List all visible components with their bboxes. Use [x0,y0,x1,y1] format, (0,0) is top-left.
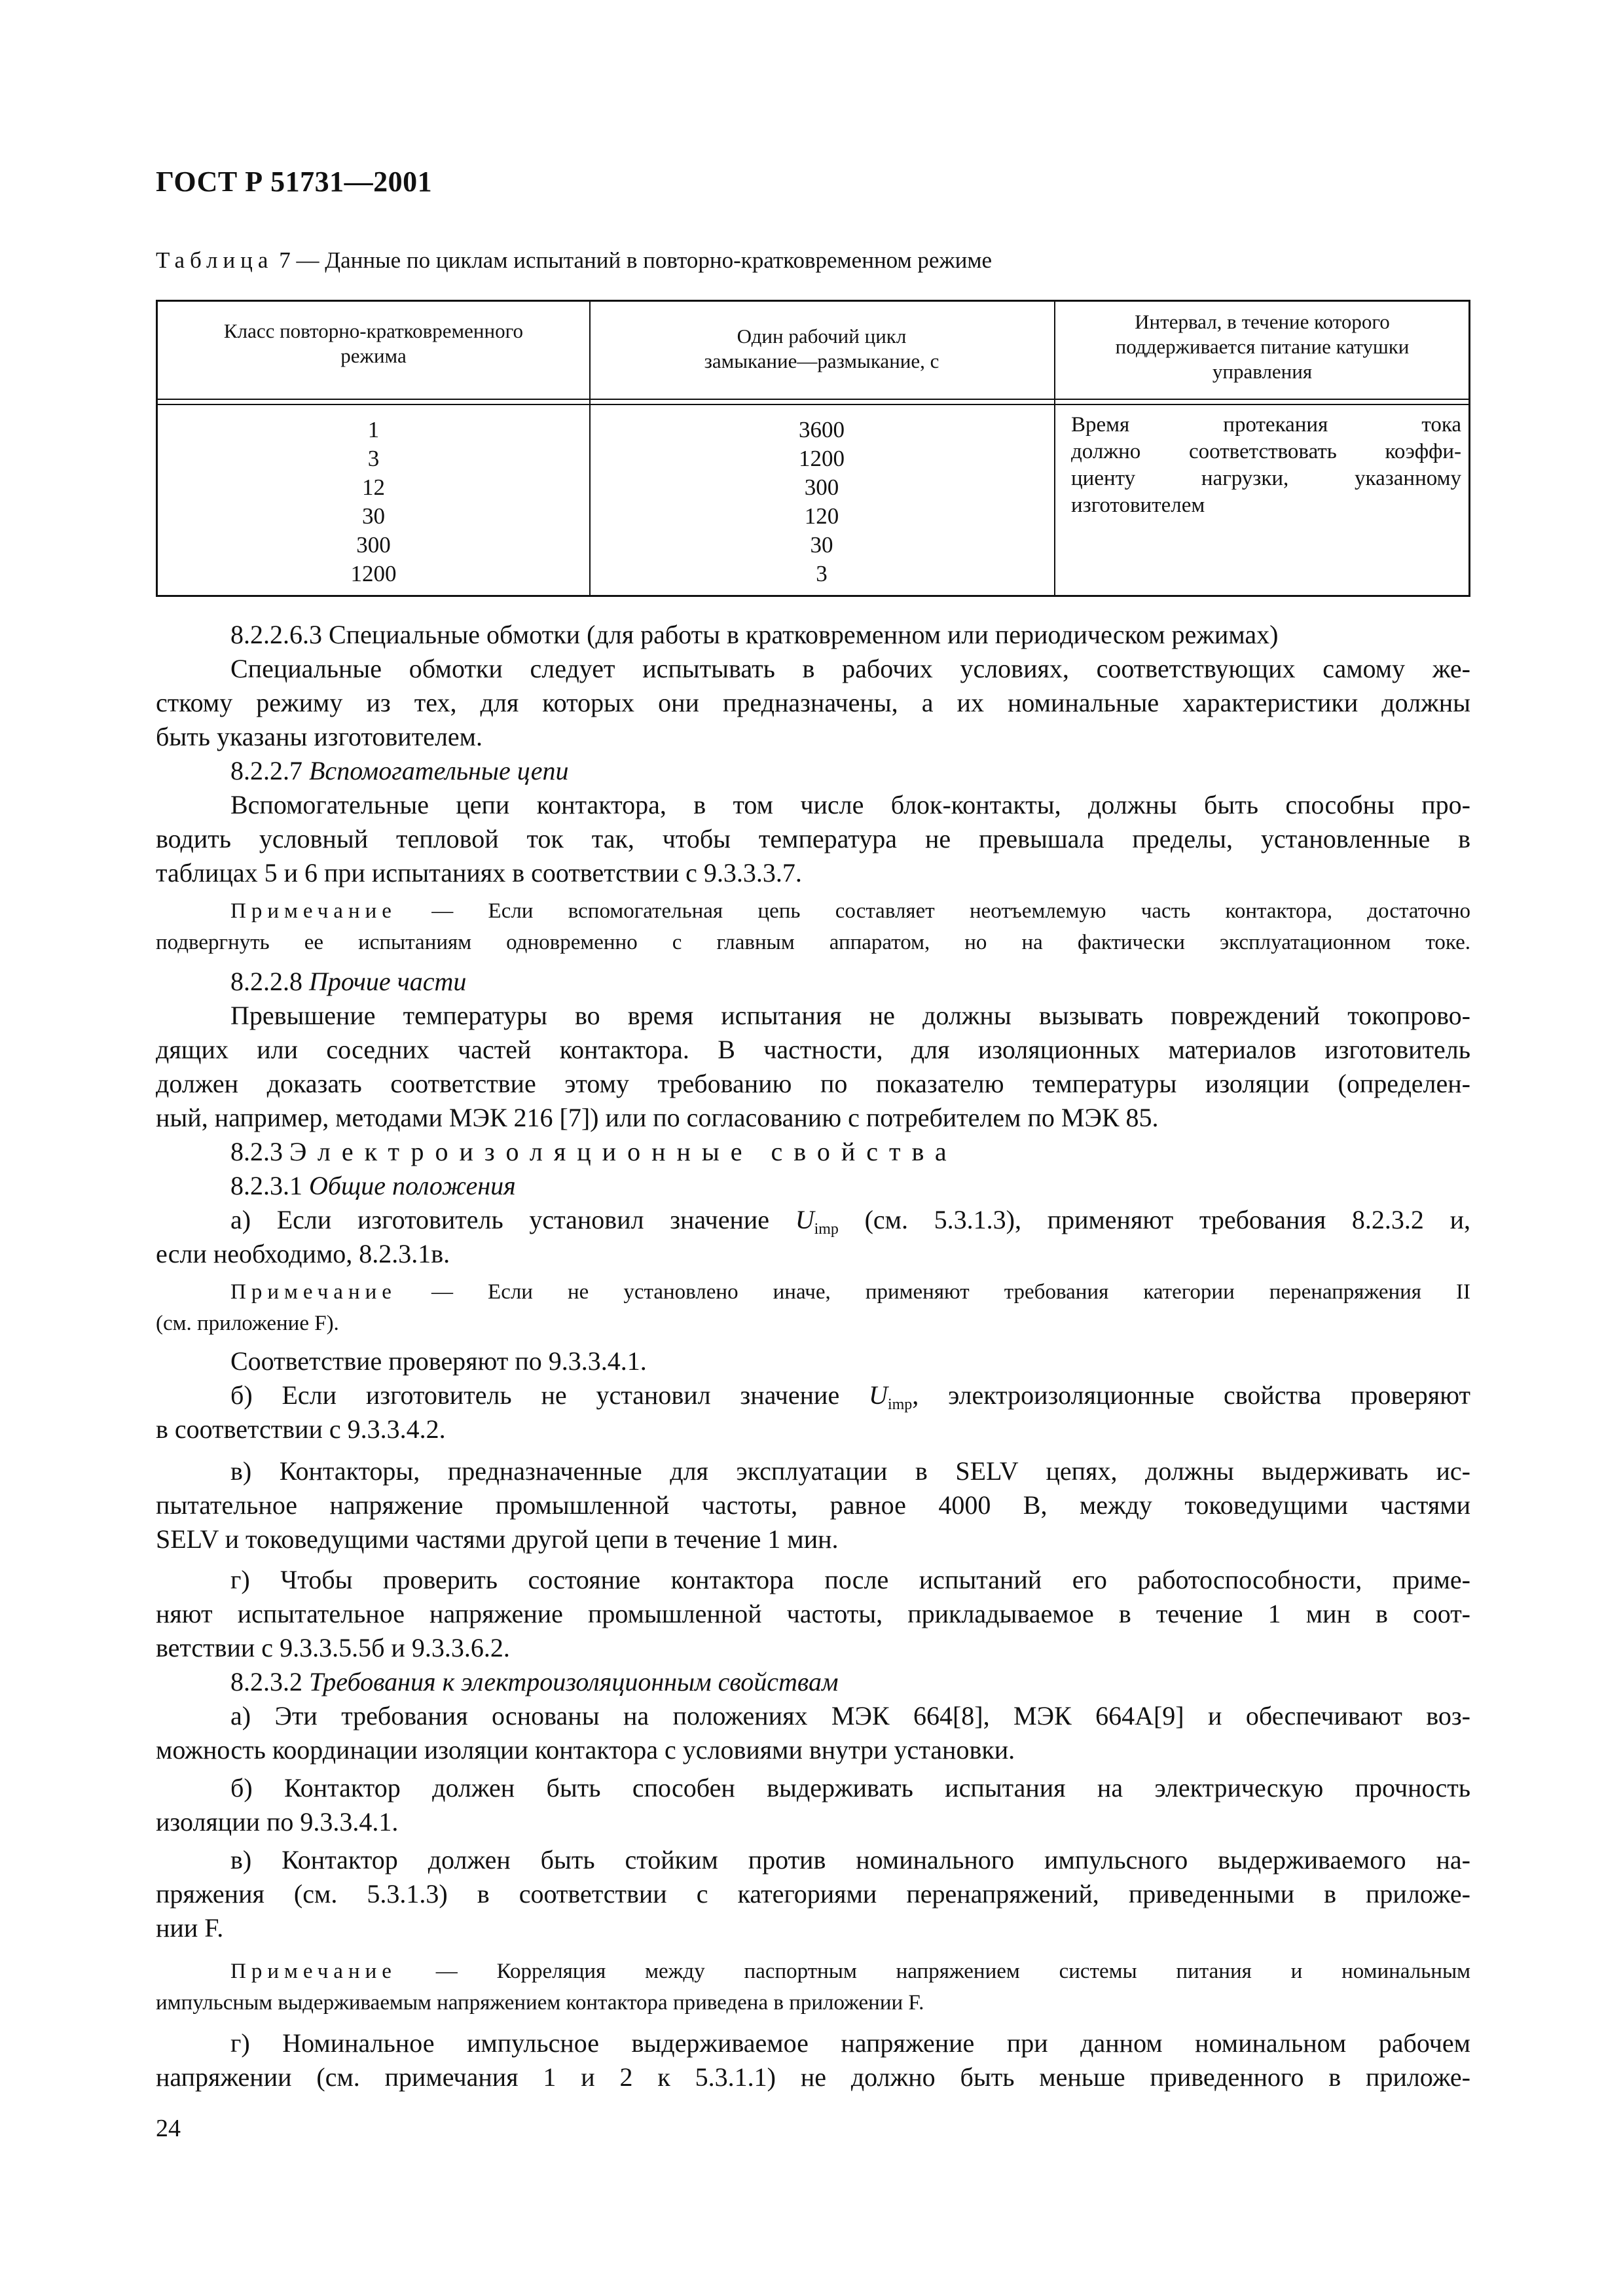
note-line: Примечание — Если вспомогательная цепь составляет неотъемлемую часть контактора, достаточно [230,899,1471,923]
paragraph-line: нии F. [156,1913,224,1943]
paragraph-line: таблицах 5 и 6 при испытаниях в соответствии с 9.3.3.3.7. [156,858,802,888]
paragraph-line: Соответствие проверяют по 9.3.3.4.1. [230,1346,647,1376]
paragraph-line: г) Номинальное импульсное выдерживаемое напряжение при данном номинальном рабочем [230,2028,1470,2058]
paragraph-line: б) Контактор должен быть способен выдерживать испытания на электрическую прочность [230,1773,1470,1803]
paragraph-line: в) Контакторы, предназначенные для эксплуатации в SELV цепях, должны выдерживать ис- [230,1456,1470,1486]
note-line: импульсным выдерживаемым напряжением контактора приведена в приложении F. [156,1991,924,2015]
paragraph-line: изоляции по 9.3.3.4.1. [156,1807,399,1837]
table-cell: 30 [362,503,385,529]
table-cell: 1 [367,417,380,442]
paragraph-line: б) Если изготовитель не установил значение $U_{imp}$, электроизоляционные свойства проверяют [230,1380,1471,1413]
paragraph-line: можность координации изоляции контактора с условиями внутри установки. [156,1735,1015,1765]
table-cell: 1200 [799,446,845,471]
table-class-column [158,416,589,588]
table-cell: 300 [356,532,391,558]
table-header-class: Класс повторно-кратковременного режима [223,319,524,367]
paragraph-line: в) Контактор должен быть стойким против номинального импульсного выдерживаемого на- [230,1845,1470,1874]
paragraph-line: пряжения (см. 5.3.1.3) в соответствии с категориями перенапряжений, приведенными в приложе- [156,1879,1470,1909]
table-cell: 3 [367,446,380,471]
table-interval-note: Время протекания тока должно соответствовать коэффи- циенту нагрузки, указанному изготовителем [1071,413,1461,517]
table-header-interval: Интервал, в течение которого поддерживается питание катушки управления [1115,310,1410,383]
paragraph-line: в соответствии с 9.3.3.4.2. [156,1414,446,1444]
paragraph-line: няют испытательное напряжение промышленной частоты, прикладываемое в течение 1 мин в соот- [156,1599,1470,1628]
paragraph-line: должен доказать соответствие этому требованию по показателю температуры изоляции (определен- [156,1069,1470,1098]
paragraph-line: Превышение температуры во время испытания не должны вызывать повреждений токопрово- [230,1001,1470,1030]
note-line: (см. приложение F). [156,1312,339,1335]
u-imp-symbol: $U_{imp}$ [869,1380,913,1413]
table-cell: 3600 [799,417,845,442]
paragraph-line: Вспомогательные цепи контактора, в том числе блок-контакты, должны быть способны про- [230,790,1470,819]
paragraph-line: SELV и токоведущими частями другой цепи в течение 1 мин. [156,1524,839,1554]
paragraph-line: пытательное напряжение промышленной частоты, равное 4000 В, между токоведущими частями [156,1490,1470,1520]
cycles-table [156,300,1470,597]
table-cell: 30 [810,532,833,558]
paragraph-line: напряжении (см. примечания 1 и 2 к 5.3.1.1) не должно быть меньше приведенного в приложе- [156,2062,1470,2092]
u-imp-symbol: $U_{imp}$ [795,1205,839,1238]
paragraph-line: ный, например, методами МЭК 216 [7]) или по согласованию с потребителем по МЭК 85. [156,1103,1159,1132]
table-header-cycle: Один рабочий цикл замыкание—размыкание, с [704,325,939,372]
section-heading: 8.2.2.7 Вспомогательные цепи [230,756,569,785]
table-cell: 300 [804,475,839,500]
table-caption-label: Таблица [156,247,274,273]
table-cycle-column [589,416,1054,588]
table-cell: 3 [816,561,828,586]
section-heading: 8.2.2.8 Прочие части [230,967,467,996]
table-caption-text: 7 — Данные по циклам испытаний в повторно-кратковременном режиме [279,247,993,273]
table-cell: 12 [362,475,385,500]
note-line: Примечание — Корреляция между паспортным напряжением системы питания и номинальным [230,1960,1471,1983]
paragraph-line: водить условный тепловой ток так, чтобы температура не превышала пределы, установленные в [156,824,1470,853]
table-header-divider [158,404,1468,405]
table-caption [156,247,992,274]
paragraph-line: сткому режиму из тех, для которых они предназначены, а их номинальные характеристики должны [156,688,1470,717]
note-line: подвергнуть ее испытаниям одновременно с главным аппаратом, но на фактически эксплуатационном токе. [156,931,1470,954]
document-id: ГОСТ Р 51731—2001 [156,166,433,198]
paragraph-line: Специальные обмотки следует испытывать в рабочих условиях, соответствующих самому же- [230,654,1470,683]
paragraph-line: быть указаны изготовителем. [156,722,483,751]
section-heading: 8.2.3.1 Общие положения [230,1171,516,1200]
paragraph-line: г) Чтобы проверить состояние контактора после испытаний его работоспособности, приме- [230,1565,1470,1594]
paragraph-line: дящих или соседних частей контактора. В частности, для изоляционных материалов изготовитель [156,1035,1470,1064]
paragraph-line: если необходимо, 8.2.3.1в. [156,1239,450,1268]
paragraph-line: а) Если изготовитель установил значение $U_{imp}$ (см. 5.3.1.3), применяют требования 8.2.3.2 и, [230,1205,1470,1238]
table-cell: 1200 [350,561,397,586]
paragraph-line: а) Эти требования основаны на положениях МЭК 664[8], МЭК 664А[9] и обеспечивают воз- [230,1701,1470,1731]
table-cell: 120 [804,503,839,529]
paragraph-line: 8.2.2.6.3 Специальные обмотки (для работы в кратковременном или периодическом режимах) [230,620,1279,649]
table-header-divider [158,399,1468,400]
section-heading: 8.2.3 Электроизоляционные свойства [230,1137,958,1166]
page-number: 24 [156,2115,181,2142]
paragraph-line: ветствии с 9.3.3.5.5б и 9.3.3.6.2. [156,1633,510,1662]
section-heading: 8.2.3.2 Требования к электроизоляционным свойствам [230,1667,839,1696]
note-line: Примечание — Если не установлено иначе, применяют требования категории перенапряжения II [230,1280,1471,1304]
